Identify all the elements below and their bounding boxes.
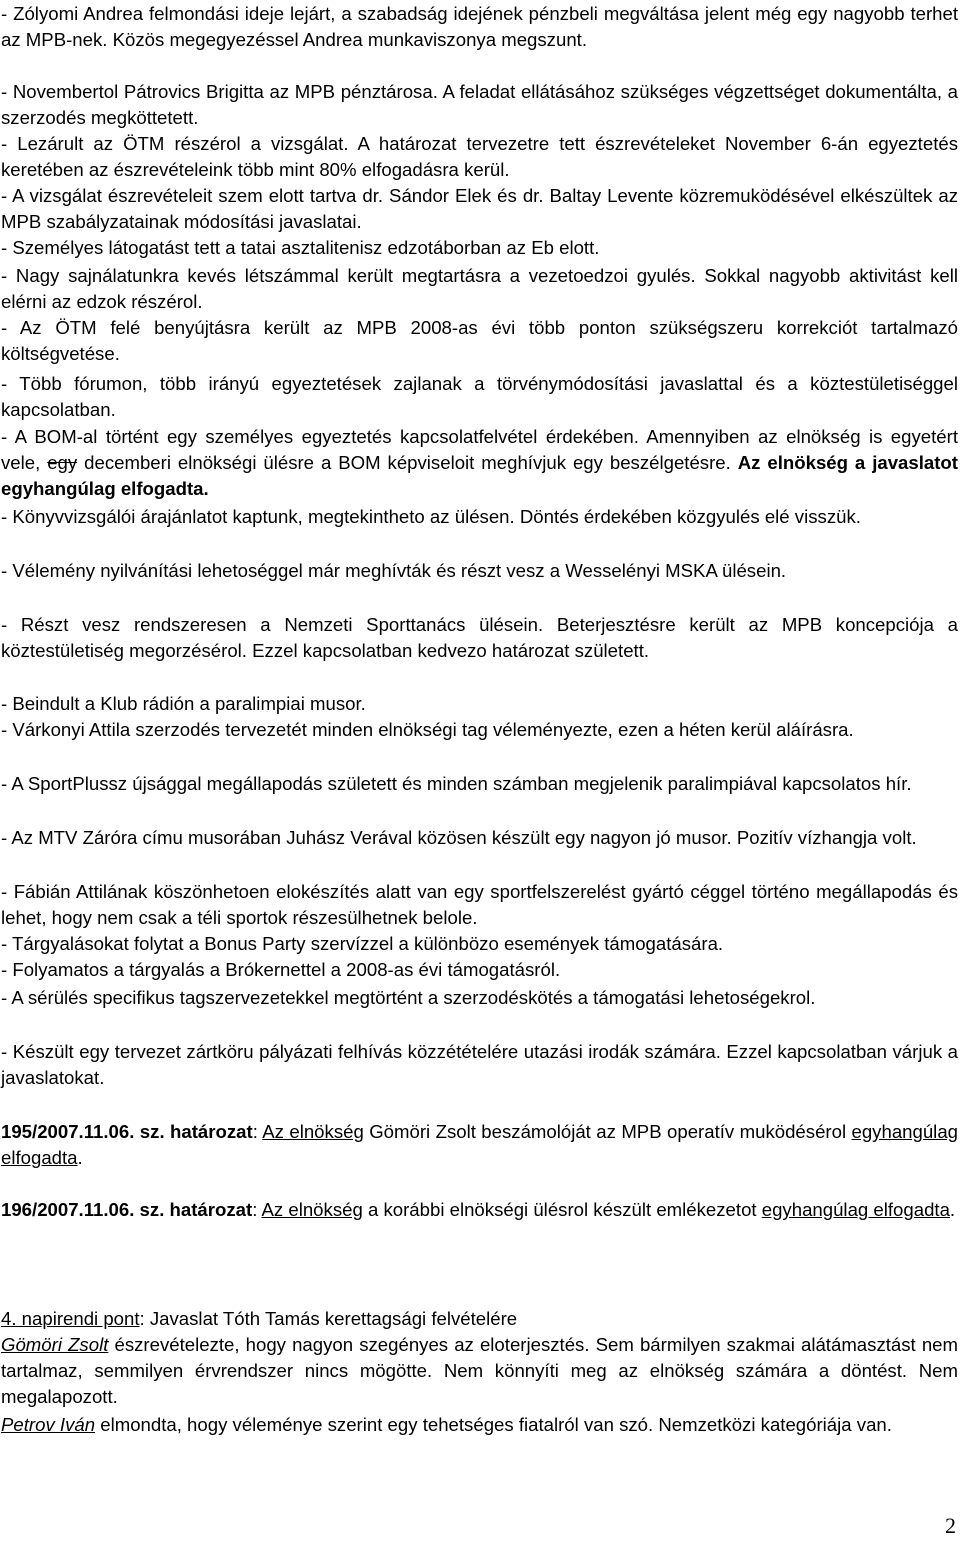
- bom-decision: Az elnökség a javaslatot egyhangúlag elfogadta.: [1, 452, 958, 499]
- bullet-bom: [1, 424, 958, 502]
- gomori-text: észrevételezte, hogy nagyon szegényes az eloterjesztés. Sem bármilyen szakmai alátámasztást nem tartalmaz, semmilyen érvrendszer nincs mögötte. Nem könnyíti meg az elnökség számára a döntést. Nem megalapozott.: [1, 1334, 958, 1407]
- agenda-label: 4. napirendi pont: [1, 1308, 140, 1329]
- petrov-text: elmondta, hogy véleménye szerint egy tehetséges fiatalról van szó. Nemzetközi kategóriája van.: [95, 1414, 892, 1435]
- page-number: 2: [945, 1513, 956, 1538]
- bullet-2: - Novembertol Pátrovics Brigitta az MPB pénztárosa. A feladat ellátásához szükséges végzettséget dokumentálta, a szerzodés megköttetett.: [1, 81, 958, 128]
- bom-text-1: - A BOM-al történt egy személyes egyeztetés kapcsolatfelvétel érdekében. Amennyiben az elnökség is egyetért vele,: [1, 426, 958, 473]
- gomori-paragraph: [1, 1332, 958, 1410]
- resolution-196: [1, 1197, 958, 1223]
- agenda-item-4: [1, 1306, 958, 1332]
- bullet-6: - Nagy sajnálatunkra kevés létszámmal került megtartásra a vezetoedzoi gyulés. Sokkal nagyobb aktivitást kell elérni az edzok részérol.: [1, 265, 958, 312]
- resolution-196-colon: :: [252, 1199, 262, 1220]
- resolution-195-text: Gömöri Zsolt beszámolóját az MPB operatív muködésérol: [363, 1121, 852, 1142]
- bullet-9: - Könyvvizsgálói árajánlatot kaptunk, megtekintheto az ülésen. Döntés érdekében közgyulés elé visszük.: [1, 506, 861, 527]
- bullet-20: - Készült egy tervezet zártköru pályázati felhívás közzétételére utazási irodák számára. Ezzel kapcsolatban várjuk a javaslatokat.: [1, 1041, 958, 1088]
- bullet-8: - Több fórumon, több irányú egyeztetések zajlanak a törvénymódosítási javaslattal és a köztestületiséggel kapcsolatban.: [1, 373, 958, 420]
- resolution-195-number: 195/2007.11.06. sz. határozat: [1, 1121, 253, 1142]
- bullet-11: - Részt vesz rendszeresen a Nemzeti Sporttanács ülésein. Beterjesztésre került az MPB koncepciója a köztestületiség megorzésérol. Ezzel kapcsolatban kedvezo határozat született.: [1, 614, 958, 661]
- resolution-195-period: .: [77, 1147, 83, 1168]
- resolution-195-colon: :: [252, 1121, 263, 1142]
- bullet-17: - Tárgyalásokat folytat a Bonus Party szervízzel a különbözo események támogatására.: [1, 933, 724, 954]
- bullet-3: - Lezárult az ÖTM részérol a vizsgálat. A határozat tervezetre tett észrevételeket November 6-án egyeztetés keretében az észrevételeink több mint 80% elfogadásra kerül.: [1, 133, 958, 180]
- resolution-196-subject: Az elnökség: [261, 1199, 363, 1220]
- bullet-13: - Várkonyi Attila szerzodés tervezetét minden elnökségi tag véleményezte, ezen a héten kerül aláírásra.: [1, 719, 854, 740]
- bom-text-2: decemberi elnökségi ülésre a BOM képviseloit meghívjuk egy beszélgetésre.: [77, 452, 738, 473]
- bullet-14: - A SportPlussz újsággal megállapodás született és minden számban megjelenik paralimpiával kapcsolatos hír.: [1, 773, 912, 794]
- bullet-15: - Az MTV Záróra címu musorában Juhász Verával közösen készült egy nagyon jó musor. Pozitív vízhangja volt.: [1, 827, 917, 848]
- resolution-195-subject: Az elnökség: [262, 1121, 364, 1142]
- petrov-paragraph: [1, 1412, 958, 1438]
- bom-struck-word: egy: [47, 452, 78, 473]
- bullet-1: - Zólyomi Andrea felmondási ideje lejárt, a szabadság idejének pénzbeli megváltása jelent még egy nagyobb terhet az MPB-nek. Közös megegyezéssel Andrea munkaviszonya megszunt.: [1, 3, 958, 50]
- bullet-16: - Fábián Attilának köszönhetoen elokészítés alatt van egy sportfelszerelést gyártó céggel történo megállapodás és lehet, hogy nem csak a téli sportok részesülhetnek belole.: [1, 881, 958, 928]
- agenda-title: : Javaslat Tóth Tamás kerettagsági felvételére: [139, 1308, 518, 1329]
- resolution-195-verdict: egyhangúlag elfogadta: [1, 1121, 958, 1168]
- bullet-5: - Személyes látogatást tett a tatai asztalitenisz edzotáborban az Eb elott.: [1, 237, 600, 258]
- bullet-12: - Beindult a Klub rádión a paralimpiai musor.: [1, 693, 366, 714]
- speaker-petrov: Petrov Iván: [1, 1414, 96, 1435]
- bullet-4: - A vizsgálat észrevételeit szem elott tartva dr. Sándor Elek és dr. Baltay Levente közremuködésével elkészültek az MPB szabályzatainak módosítási javaslatai.: [1, 185, 958, 232]
- resolution-196-period: .: [949, 1199, 956, 1220]
- bullet-10: - Vélemény nyilvánítási lehetoséggel már meghívták és részt vesz a Wesselényi MSKA ülésein.: [1, 560, 787, 581]
- bullet-7: - Az ÖTM felé benyújtásra került az MPB 2008-as évi több ponton szükségszeru korrekciót tartalmazó költségvetése.: [1, 317, 958, 364]
- bullet-19: - A sérülés specifikus tagszervezetekkel megtörtént a szerzodéskötés a támogatási lehetoségekrol.: [1, 987, 816, 1008]
- resolution-196-text: a korábbi elnökségi ülésrol készült emlékezetot: [362, 1199, 762, 1220]
- resolution-195: [1, 1119, 958, 1171]
- resolution-196-number: 196/2007.11.06. sz. határozat: [1, 1199, 253, 1220]
- bullet-18: - Folyamatos a tárgyalás a Brókernettel a 2008-as évi támogatásról.: [1, 959, 561, 980]
- resolution-196-verdict: egyhangúlag elfogadta: [761, 1199, 950, 1220]
- speaker-gomori: Gömöri Zsolt: [1, 1334, 109, 1355]
